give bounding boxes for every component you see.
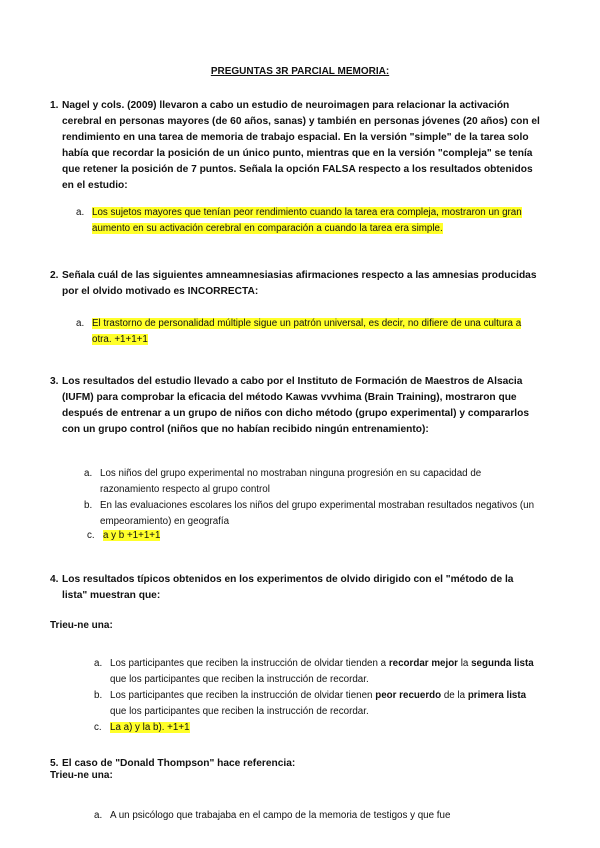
option-letter: a. (84, 468, 93, 479)
option-text-highlighted: El trastorno de personalidad múltiple sigue un patrón universal, es decir, no difiere de una cultura a otra. +1+1+1 (92, 318, 522, 345)
option-text: la (458, 658, 472, 669)
option-text-highlighted: a y b +1+1+1 (103, 530, 161, 541)
option-text: que los participantes que reciben la instrucción de recordar. (110, 673, 369, 685)
option-letter: b. (94, 690, 103, 701)
answer-instruction: Trieu-ne una: (50, 770, 113, 781)
question-3-option-c (87, 528, 543, 544)
option-text: que los participantes que reciben la instrucción de recordar. (110, 705, 369, 717)
option-text: En las evaluaciones escolares los niños del grupo experimental mostraban resultados negativos (un empeoramiento) en geografía (100, 500, 535, 527)
question-text: Nagel y cols. (2009) llevaron a cabo un estudio de neuroimagen para relacionar la activación cerebral en personas mayores (de 60 años, sanas) y también en personas jóvenes (20 años) con el rendimiento en una tarea de memoria de trabajo espacial. En la versión "simple" de la tarea solo había que recordar la posición de un único punto, mientras que en la versión "compleja" se tenía que retener la posición de 7 puntos. Señala la opción FALSA respecto a los resultados obtenidos en el estudio: (62, 100, 540, 191)
option-text-highlighted: La a) y la b). +1+1 (110, 722, 190, 733)
question-4-option-c (94, 720, 550, 736)
question-4 (50, 572, 540, 604)
option-text: A un psicólogo que trabajaba en el campo de la memoria de testigos y que fue (110, 810, 451, 821)
question-number: 4. (50, 574, 59, 585)
question-text: El caso de "Donald Thompson" hace referencia: (62, 758, 296, 769)
question-1-option-a (76, 205, 532, 236)
question-3-option-a (84, 466, 540, 497)
question-2 (50, 268, 540, 300)
page-title: PREGUNTAS 3R PARCIAL MEMORIA: (210, 66, 390, 77)
question-2-option-a (76, 316, 532, 347)
question-4-option-b (94, 688, 540, 719)
question-3 (50, 374, 540, 438)
question-4-option-a (94, 656, 540, 687)
option-text-bold: segunda lista (471, 658, 534, 669)
option-letter: a. (94, 810, 103, 821)
option-text-bold: peor recuerdo (375, 690, 442, 701)
question-5-option-a (94, 808, 540, 824)
question-number: 2. (50, 270, 59, 281)
option-text-highlighted: Los sujetos mayores que tenían peor rendimiento cuando la tarea era compleja, mostraron un gran aumento en su activación cerebral en comparación a cuando la tarea era simple. (92, 207, 522, 234)
question-text: Los resultados típicos obtenidos en los experimentos de olvido dirigido con el "método de la lista" muestran que: (62, 574, 514, 601)
option-text: Los participantes que reciben la instrucción de olvidar tienen (110, 690, 376, 701)
option-text: Los participantes que reciben la instrucción de olvidar tienden a (110, 658, 389, 669)
option-text: Los niños del grupo experimental no mostraban ninguna progresión en su capacidad de razonamiento respecto al grupo control (100, 468, 482, 495)
question-text: Señala cuál de las siguientes amneamnesiasias afirmaciones respecto a las amnesias producidas por el olvido motivado es INCORRECTA: (62, 270, 537, 297)
question-3-option-b (84, 498, 540, 529)
option-letter: b. (84, 500, 93, 511)
option-letter: c. (87, 530, 95, 541)
option-text: de la (441, 690, 468, 701)
question-text: Los resultados del estudio llevado a cabo por el Instituto de Formación de Maestros de Alsacia (IUFM) para comprobar la eficacia del método Kawas vvvhima (Brain Training), mostraron que después de entrenar a un grupo de niños con dicho método (grupo experimental) y compararlos con un grupo control (niños que no habían recibido ningún entrenamiento): (62, 376, 530, 435)
question-1 (50, 98, 540, 194)
option-letter: a. (76, 207, 85, 218)
option-letter: a. (76, 318, 85, 329)
option-letter: a. (94, 658, 103, 669)
answer-instruction: Trieu-ne una: (50, 620, 113, 631)
option-letter: c. (94, 722, 102, 733)
option-text-bold: primera lista (467, 690, 527, 701)
question-number: 1. (50, 100, 59, 111)
question-number: 3. (50, 376, 59, 387)
option-text-bold: recordar mejor (388, 658, 458, 669)
question-number: 5. (50, 758, 59, 769)
question-5 (50, 756, 540, 772)
